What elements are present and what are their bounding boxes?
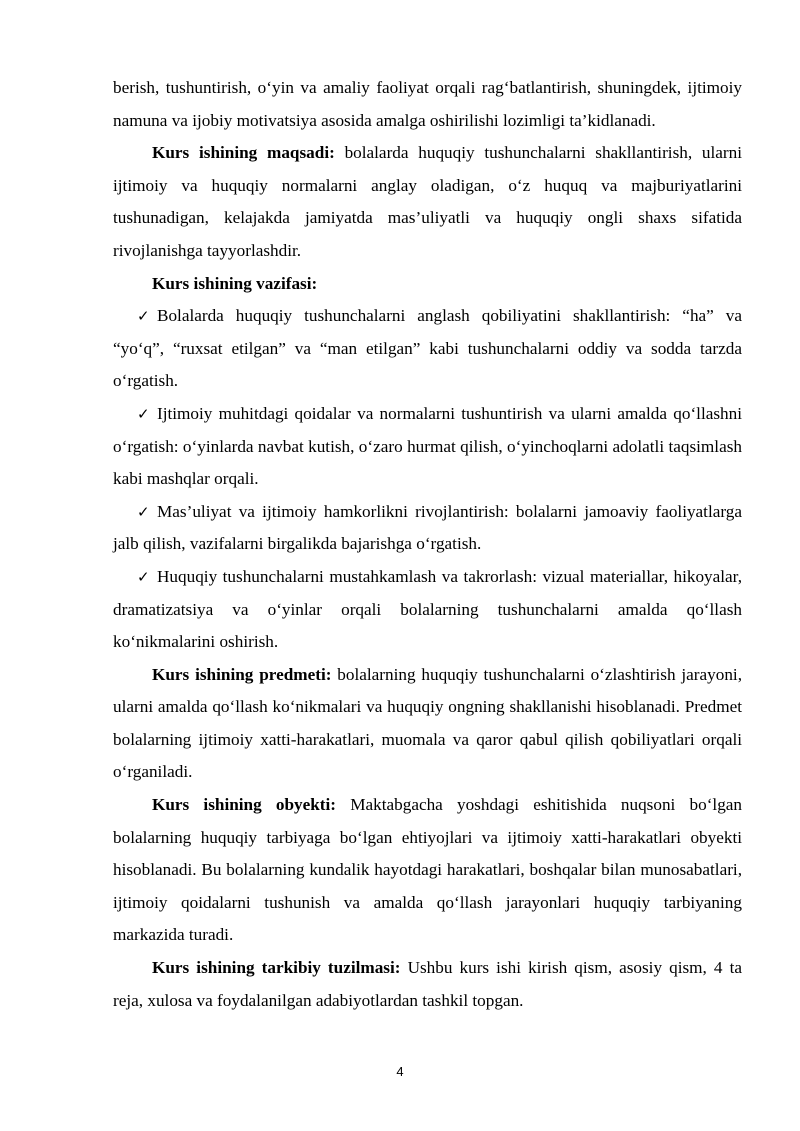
tasks-heading xyxy=(113,268,742,301)
purpose-text: bolalarda huquqiy tushunchalarni shakllantirish, ularni ijtimoiy va huquqiy normalarni anglay oladigan, o‘z huquq va majburiyatlarini tushunadigan, kelajakda jamiyatda mas’uliyatli va huquqiy ongli shaxs sifatida rivojlanishga tayyorlashdir. xyxy=(113,143,742,260)
page-content xyxy=(113,72,742,1017)
subject-text: bolalarning huquqiy tushunchalarni o‘zlashtirish jarayoni, ularni amalda qo‘llash ko‘nikmalari va huquqiy ongning shakllanishi hisoblanadi. Predmet bolalarning ijtimoiy xatti-harakatlari, muomala va qaror qabul qilish qobiliyatlari orqali o‘rganiladi. xyxy=(113,664,742,782)
page-number: 4 xyxy=(396,1064,404,1079)
checkmark-icon: ✓ xyxy=(137,502,150,521)
purpose-paragraph xyxy=(113,137,742,267)
task-item-text: Mas’uliyat va ijtimoiy hamkorlikni rivojlantirish: bolalarni jamoaviy faoliyatlarga jalb qilish, vazifalarni birgalikda bajarishga o‘rgatish. xyxy=(113,501,742,554)
structure-text: Ushbu kurs ishi kirish qism, asosiy qism, 4 ta reja, xulosa va foydalanilgan adabiyotlardan tashkil topgan. xyxy=(113,958,742,1010)
structure-label: Kurs ishining tarkibiy tuzilmasi: xyxy=(152,958,401,978)
object-paragraph xyxy=(113,789,742,952)
subject-paragraph xyxy=(113,659,742,789)
object-label: Kurs ishining obyekti: xyxy=(152,795,337,815)
task-item xyxy=(113,496,742,561)
task-item xyxy=(113,300,742,398)
task-item xyxy=(113,398,742,496)
tasks-label: Kurs ishining vazifasi: xyxy=(152,273,318,293)
checkmark-icon: ✓ xyxy=(137,307,150,326)
subject-label: Kurs ishining predmeti: xyxy=(152,664,332,684)
checkmark-icon: ✓ xyxy=(137,567,150,586)
task-item xyxy=(113,561,742,659)
purpose-label: Kurs ishining maqsadi: xyxy=(152,143,335,163)
checkmark-icon: ✓ xyxy=(137,404,150,423)
object-text: Maktabgacha yoshdagi eshitishida nuqsoni bo‘lgan bolalarning huquqiy tarbiyaga bo‘lgan ehtiyojlari va ijtimoiy xatti-harakatlari obyekti hisoblanadi. Bu bolalarning kundalik hayotdagi harakatlari, boshqalar bilan munosabatlari, ijtimoiy qoidalarni tushunish va amalda qo‘llash jarayonlari huquqiy tarbiyaning markazida turadi. xyxy=(113,795,743,945)
structure-paragraph xyxy=(113,952,742,1017)
task-item-text: Huquqiy tushunchalarni mustahkamlash va takrorlash: vizual materiallar, hikoyalar, dramatizatsiya va o‘yinlar orqali bolalarning tushunchalarni amalda qo‘llash ko‘nikmalarini oshirish. xyxy=(113,566,742,652)
intro-paragraph: berish, tushuntirish, o‘yin va amaliy faoliyat orqali rag‘batlantirish, shuningdek, ijtimoiy namuna va ijobiy motivatsiya asosida amalga oshirilishi lozimligi ta’kidlanadi. xyxy=(113,78,742,130)
task-item-text: Ijtimoiy muhitdagi qoidalar va normalarni tushuntirish va ularni amalda qo‘llashni o‘rgatish: o‘yinlarda navbat kutish, o‘zaro hurmat qilish, o‘yinchoqlarni adolatli taqsimlash kabi mashqlar orqali. xyxy=(113,403,742,489)
task-item-text: Bolalarda huquqiy tushunchalarni anglash qobiliyatini shakllantirish: “ha” va “yo‘q”, “ruxsat etilgan” va “man etilgan” kabi tushunchalarni oddiy va sodda tarzda o‘rgatish. xyxy=(113,306,742,391)
